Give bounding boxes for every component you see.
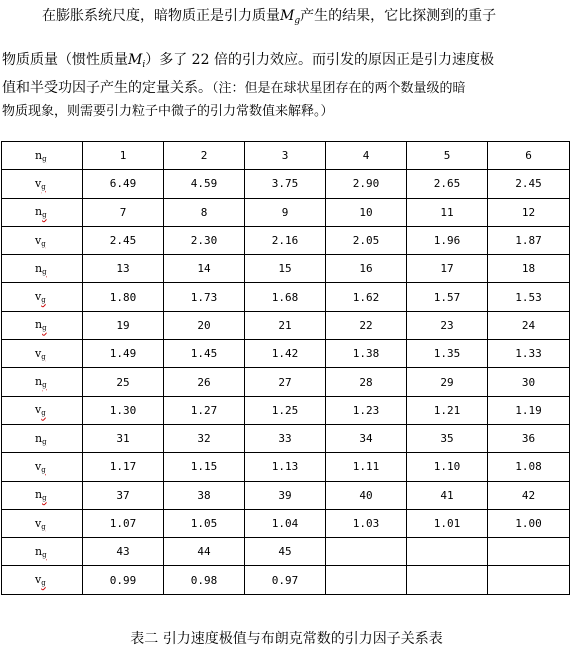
row-symbol	[35, 177, 46, 190]
symbol-subscript: g	[41, 522, 46, 531]
row-label-n	[2, 311, 83, 339]
table-cell: 1.04	[245, 509, 326, 537]
symbol-letter: n	[35, 148, 43, 162]
table-cell: 0.97	[245, 566, 326, 594]
table-row-v	[2, 566, 570, 594]
row-label-n	[2, 368, 83, 396]
symbol-subscript: g	[41, 352, 46, 361]
row-symbol	[35, 460, 46, 473]
table-cell: 2.45	[488, 170, 570, 198]
table-cell: 1.08	[488, 453, 570, 481]
table-cell: 29	[407, 368, 488, 396]
text-segment: 产生的结果，它比探测到的重子	[300, 8, 497, 24]
row-symbol	[35, 234, 46, 247]
row-symbol	[35, 205, 47, 218]
table-caption: 表二 引力速度极值与布朗克常数的引力因子关系表	[130, 631, 443, 647]
row-symbol	[35, 517, 46, 530]
symbol-letter: n	[35, 375, 43, 389]
table-cell: 42	[488, 481, 570, 509]
row-label-v	[2, 396, 83, 424]
table-cell: 45	[245, 538, 326, 566]
row-symbol	[35, 488, 47, 501]
symbol-subscript: g	[42, 494, 47, 503]
table-cell: 27	[245, 368, 326, 396]
table-cell: 9	[245, 198, 326, 226]
table-row-v	[2, 509, 570, 537]
table-row-n	[2, 538, 570, 566]
table-cell: 24	[488, 311, 570, 339]
row-symbol	[35, 432, 47, 445]
table-cell: 1.00	[488, 509, 570, 537]
symbol-subscript: i	[142, 60, 146, 70]
table-cell: 2.45	[83, 226, 164, 254]
table-cell: 2	[164, 142, 245, 170]
table-cell: 1.03	[326, 509, 407, 537]
table-cell: 1.05	[164, 509, 245, 537]
note-segment: （注：但是在球状星团存在的两个数量级的暗	[212, 81, 466, 96]
table-cell: 43	[83, 538, 164, 566]
symbol-subscript: g	[41, 182, 46, 191]
gravity-factor-table	[1, 141, 570, 595]
table-cell: 2.65	[407, 170, 488, 198]
table-cell: 1.10	[407, 453, 488, 481]
row-label-v	[2, 170, 83, 198]
row-symbol	[35, 375, 47, 388]
table-cell: 30	[488, 368, 570, 396]
symbol-subscript: g	[42, 211, 47, 220]
text-segment: ）多了 22 倍的引力效应。而引发的原因正是引力速度极	[145, 52, 494, 68]
table-cell: 41	[407, 481, 488, 509]
symbol-letter: v	[35, 176, 42, 190]
table-cell: 7	[83, 198, 164, 226]
text-segment: 值和半受功因子产生的定量关系。	[2, 80, 212, 96]
row-symbol	[35, 573, 46, 586]
table-row-v	[2, 340, 570, 368]
table-cell: 40	[326, 481, 407, 509]
table-cell: 37	[83, 481, 164, 509]
row-label-v	[2, 283, 83, 311]
table-cell: 1.73	[164, 283, 245, 311]
row-label-n	[2, 481, 83, 509]
table-cell	[326, 538, 407, 566]
table-body	[2, 142, 570, 595]
table-row-n	[2, 198, 570, 226]
symbol-subscript: g	[42, 381, 47, 390]
row-symbol	[35, 403, 46, 416]
table-cell: 1.21	[407, 396, 488, 424]
row-symbol	[35, 149, 47, 162]
symbol-subscript: g	[41, 239, 46, 248]
table-cell: 1.96	[407, 226, 488, 254]
symbol-subscript: g	[42, 550, 47, 559]
table-row-v	[2, 170, 570, 198]
symbol-letter: n	[35, 544, 43, 558]
table-cell: 22	[326, 311, 407, 339]
table-cell: 0.99	[83, 566, 164, 594]
symbol-subscript: g	[42, 437, 47, 446]
table-cell: 1.17	[83, 453, 164, 481]
table-cell: 11	[407, 198, 488, 226]
row-label-v	[2, 566, 83, 594]
table-cell: 1.87	[488, 226, 570, 254]
symbol-letter: v	[35, 233, 42, 247]
symbol-letter: n	[35, 488, 43, 502]
table-cell: 1.80	[83, 283, 164, 311]
table-cell: 6	[488, 142, 570, 170]
table-cell: 19	[83, 311, 164, 339]
row-symbol	[35, 290, 46, 303]
table-cell	[488, 566, 570, 594]
table-row-v	[2, 453, 570, 481]
symbol-subscript: g	[41, 296, 46, 305]
row-symbol	[35, 347, 46, 360]
table-cell: 16	[326, 255, 407, 283]
table-cell: 26	[164, 368, 245, 396]
symbol-letter: v	[35, 459, 42, 473]
table-row-n	[2, 424, 570, 452]
table-cell: 5	[407, 142, 488, 170]
table-cell: 3	[245, 142, 326, 170]
row-label-n	[2, 198, 83, 226]
table-cell: 2.90	[326, 170, 407, 198]
symbol-subscript: g	[294, 16, 301, 26]
symbol-letter: n	[35, 205, 43, 219]
table-cell: 35	[407, 424, 488, 452]
table-cell: 15	[245, 255, 326, 283]
table-cell: 14	[164, 255, 245, 283]
table-cell: 1.38	[326, 340, 407, 368]
table-row-v	[2, 396, 570, 424]
symbol-letter: v	[35, 346, 42, 360]
table-cell: 21	[245, 311, 326, 339]
table-cell: 1.53	[488, 283, 570, 311]
table-cell: 2.30	[164, 226, 245, 254]
table-cell: 1.57	[407, 283, 488, 311]
table-cell: 38	[164, 481, 245, 509]
table-cell: 12	[488, 198, 570, 226]
table-cell: 23	[407, 311, 488, 339]
table-row-n	[2, 255, 570, 283]
table-cell: 1.49	[83, 340, 164, 368]
table-cell: 1.23	[326, 396, 407, 424]
symbol-subscript: g	[42, 324, 47, 333]
table-cell: 2.16	[245, 226, 326, 254]
table-row-n	[2, 311, 570, 339]
symbol-letter: n	[35, 431, 43, 445]
paragraph-line-3	[2, 78, 466, 99]
table-row-v	[2, 283, 570, 311]
table-cell: 36	[488, 424, 570, 452]
table-cell: 1.62	[326, 283, 407, 311]
table-row-v	[2, 226, 570, 254]
symbol-letter: v	[35, 290, 42, 304]
symbol-subscript: g	[42, 154, 47, 163]
table-cell: 1.68	[245, 283, 326, 311]
text-segment: 物质质量（惯性质量	[2, 52, 128, 68]
row-symbol	[35, 318, 47, 331]
table-cell: 13	[83, 255, 164, 283]
row-label-v	[2, 509, 83, 537]
table-cell: 1.25	[245, 396, 326, 424]
table-cell: 1.19	[488, 396, 570, 424]
row-label-n	[2, 538, 83, 566]
symbol-mass: M	[128, 52, 143, 68]
table-row-n	[2, 481, 570, 509]
table-cell: 31	[83, 424, 164, 452]
paragraph-line-2	[2, 50, 494, 75]
table-cell: 6.49	[83, 170, 164, 198]
table-cell: 1.07	[83, 509, 164, 537]
table-cell: 32	[164, 424, 245, 452]
table-cell: 1	[83, 142, 164, 170]
row-label-v	[2, 453, 83, 481]
table-cell	[488, 538, 570, 566]
table-cell: 18	[488, 255, 570, 283]
table-cell: 28	[326, 368, 407, 396]
table-cell: 25	[83, 368, 164, 396]
paragraph-line-4	[2, 101, 334, 122]
table-cell: 3.75	[245, 170, 326, 198]
table-cell: 0.98	[164, 566, 245, 594]
table-cell	[407, 566, 488, 594]
table-cell: 1.13	[245, 453, 326, 481]
table-cell: 1.11	[326, 453, 407, 481]
paragraph-line-1	[42, 6, 496, 31]
table-cell: 20	[164, 311, 245, 339]
table-cell: 2.05	[326, 226, 407, 254]
table-cell: 4	[326, 142, 407, 170]
table-cell: 1.45	[164, 340, 245, 368]
table-cell: 1.27	[164, 396, 245, 424]
symbol-letter: n	[35, 318, 43, 332]
table-cell	[407, 538, 488, 566]
table-cell: 1.35	[407, 340, 488, 368]
table-cell: 39	[245, 481, 326, 509]
table-cell: 4.59	[164, 170, 245, 198]
row-label-n	[2, 142, 83, 170]
symbol-letter: v	[35, 403, 42, 417]
row-label-n	[2, 255, 83, 283]
table-cell: 1.33	[488, 340, 570, 368]
table-cell: 34	[326, 424, 407, 452]
table-cell: 1.30	[83, 396, 164, 424]
symbol-subscript: g	[41, 409, 46, 418]
table-cell: 1.15	[164, 453, 245, 481]
table-cell: 1.42	[245, 340, 326, 368]
text-segment: 在膨胀系统尺度，暗物质正是引力质量	[42, 8, 280, 24]
table-cell: 33	[245, 424, 326, 452]
row-label-n	[2, 424, 83, 452]
symbol-letter: v	[35, 573, 42, 587]
symbol-subscript: g	[41, 465, 46, 474]
table-row-n	[2, 142, 570, 170]
table-cell: 10	[326, 198, 407, 226]
row-label-v	[2, 340, 83, 368]
table-cell	[326, 566, 407, 594]
table-cell: 1.01	[407, 509, 488, 537]
symbol-letter: n	[35, 261, 43, 275]
note-segment: 物质现象，则需要引力粒子中微子的引力常数值来解释。）	[2, 104, 334, 119]
row-symbol	[35, 262, 47, 275]
table-cell: 44	[164, 538, 245, 566]
row-label-v	[2, 226, 83, 254]
table-cell: 17	[407, 255, 488, 283]
table-row-n	[2, 368, 570, 396]
symbol-mass: M	[280, 8, 295, 24]
symbol-subscript: g	[41, 579, 46, 588]
table-cell: 8	[164, 198, 245, 226]
symbol-subscript: g	[42, 267, 47, 276]
row-symbol	[35, 545, 47, 558]
symbol-letter: v	[35, 516, 42, 530]
